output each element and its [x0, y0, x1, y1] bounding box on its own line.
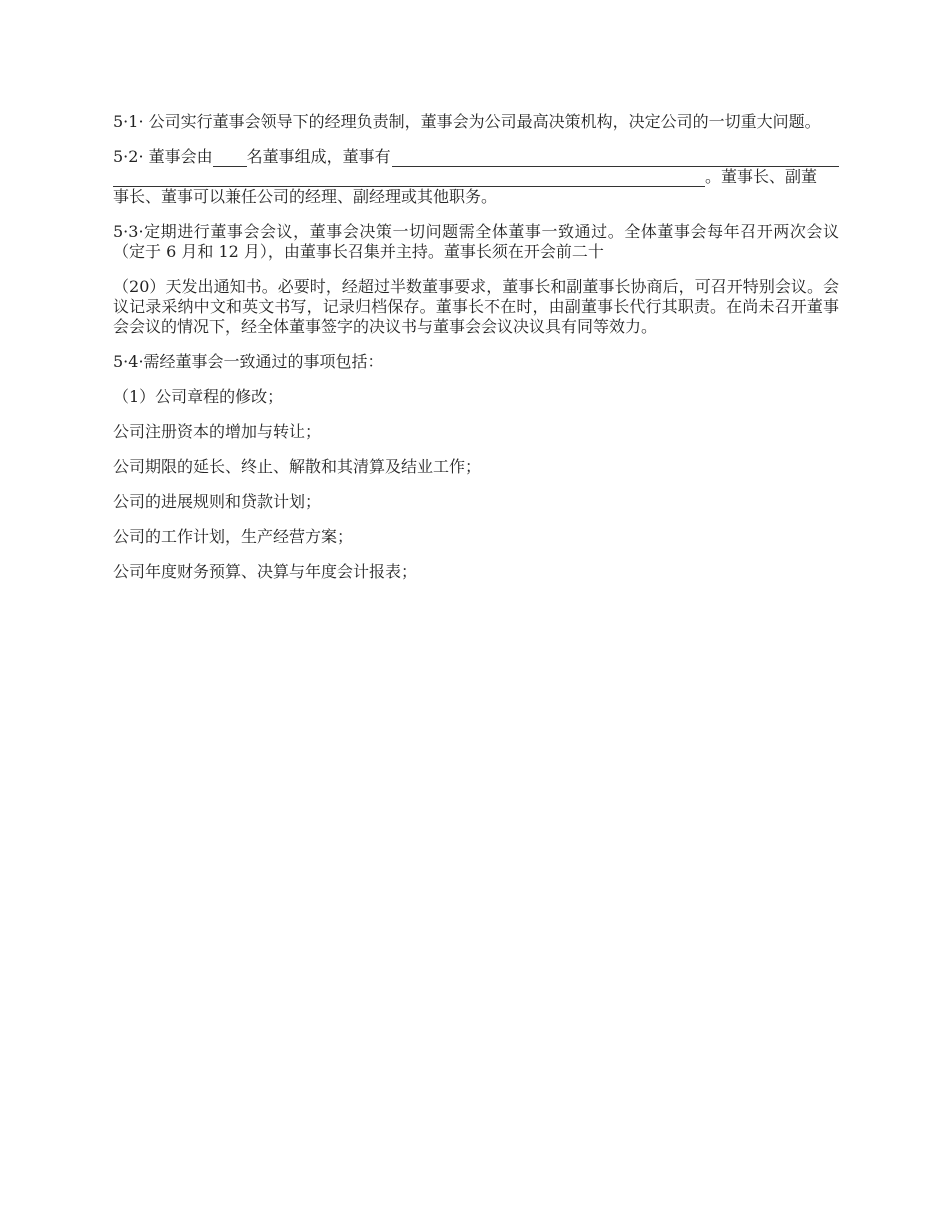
- clause-5-2-text-a: 5·2· 董事会由: [113, 147, 213, 166]
- clause-5-2-line1: [113, 147, 839, 167]
- list-item: （1）公司章程的修改；: [113, 387, 284, 406]
- list-item: 公司的工作计划，生产经营方案；: [113, 527, 354, 546]
- list-item: 公司注册资本的增加与转让；: [113, 422, 322, 441]
- document-body: [113, 112, 839, 597]
- clause-5-2-line2: [113, 167, 839, 187]
- clause-5-4: 5·4·需经董事会一致通过的事项包括：: [113, 352, 384, 371]
- list-item: 公司的进展规则和贷款计划；: [113, 492, 322, 511]
- director-names-blank-1: [392, 150, 839, 167]
- clause-5-2-text-c: 。董事长、副董: [705, 167, 818, 186]
- clause-5-1: 5·1· 公司实行董事会领导下的经理负责制，董事会为公司最高决策机构，决定公司的一切重大问题。: [113, 112, 821, 131]
- clause-5-2-text-d: 事长、董事可以兼任公司的经理、副经理或其他职务。: [113, 187, 498, 206]
- director-count-blank: [213, 151, 247, 167]
- list-item: 公司年度财务预算、决算与年度会计报表；: [113, 562, 418, 581]
- clause-5-3: 5·3·定期进行董事会会议，董事会决策一切问题需全体董事一致通过。全体董事会每年召开两次会议（定于 6 月和 12 月），由董事长召集并主持。董事长须在开会前二十: [113, 222, 839, 261]
- clause-5-3-continued: （20）天发出通知书。必要时，经超过半数董事要求，董事长和副董事长协商后，可召开特别会议。会议记录采纳中文和英文书写，记录归档保存。董事长不在时，由副董事长代行其职责。在尚未召开董事会会议的情况下，经全体董事签字的决议书与董事会会议决议具有同等效力。: [113, 277, 839, 336]
- clause-5-2: [113, 147, 839, 207]
- clause-5-2-text-b: 名董事组成，董事有: [246, 147, 391, 166]
- director-names-blank-2: [113, 170, 705, 187]
- list-item: 公司期限的延长、终止、解散和其清算及结业工作；: [113, 457, 482, 476]
